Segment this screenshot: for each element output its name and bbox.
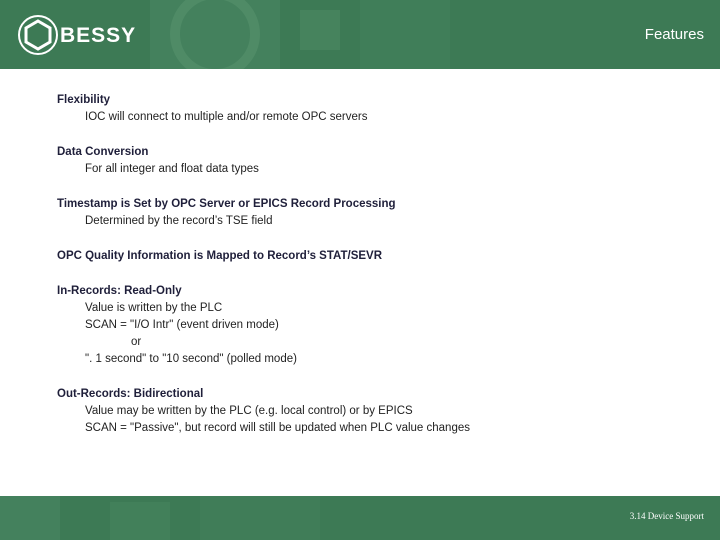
section-heading: In-Records: Read-Only <box>57 285 182 297</box>
logo-text: BESSY <box>60 24 137 47</box>
section-line: SCAN = "I/O Intr" (event driven mode) <box>85 319 279 331</box>
section-heading: Flexibility <box>57 94 111 106</box>
section-heading: OPC Quality Information is Mapped to Record’s STAT/SEVR <box>57 250 383 262</box>
slide-content <box>57 92 697 455</box>
section-line: or <box>131 336 142 348</box>
section-line: IOC will connect to multiple and/or remote OPC servers <box>85 111 368 123</box>
footer-decoration <box>0 496 720 540</box>
bessy-logo-icon <box>16 12 60 58</box>
section-flexibility <box>57 92 697 126</box>
section-line: Value may be written by the PLC (e.g. local control) or by EPICS <box>85 405 413 417</box>
section-data-conversion <box>57 144 697 178</box>
footer-label: 3.14 Device Support <box>629 511 704 521</box>
section-line: SCAN = "Passive", but record will still be updated when PLC value changes <box>85 422 470 434</box>
footer-bar <box>0 496 720 540</box>
section-timestamp <box>57 196 697 230</box>
section-line: For all integer and float data types <box>85 163 259 175</box>
section-in-records <box>57 283 697 368</box>
bessy-logo <box>16 12 137 58</box>
section-heading: Out-Records: Bidirectional <box>57 388 204 400</box>
section-out-records <box>57 386 697 437</box>
section-heading: Data Conversion <box>57 146 149 158</box>
section-heading: Timestamp is Set by OPC Server or EPICS Record Processing <box>57 198 396 210</box>
header-bar <box>0 0 720 69</box>
section-line: Determined by the record’s TSE field <box>85 215 273 227</box>
section-line: Value is written by the PLC <box>85 302 223 314</box>
section-quality <box>57 248 697 265</box>
section-line: ". 1 second" to "10 second" (polled mode) <box>85 353 297 365</box>
slide-title: Features <box>644 26 704 43</box>
